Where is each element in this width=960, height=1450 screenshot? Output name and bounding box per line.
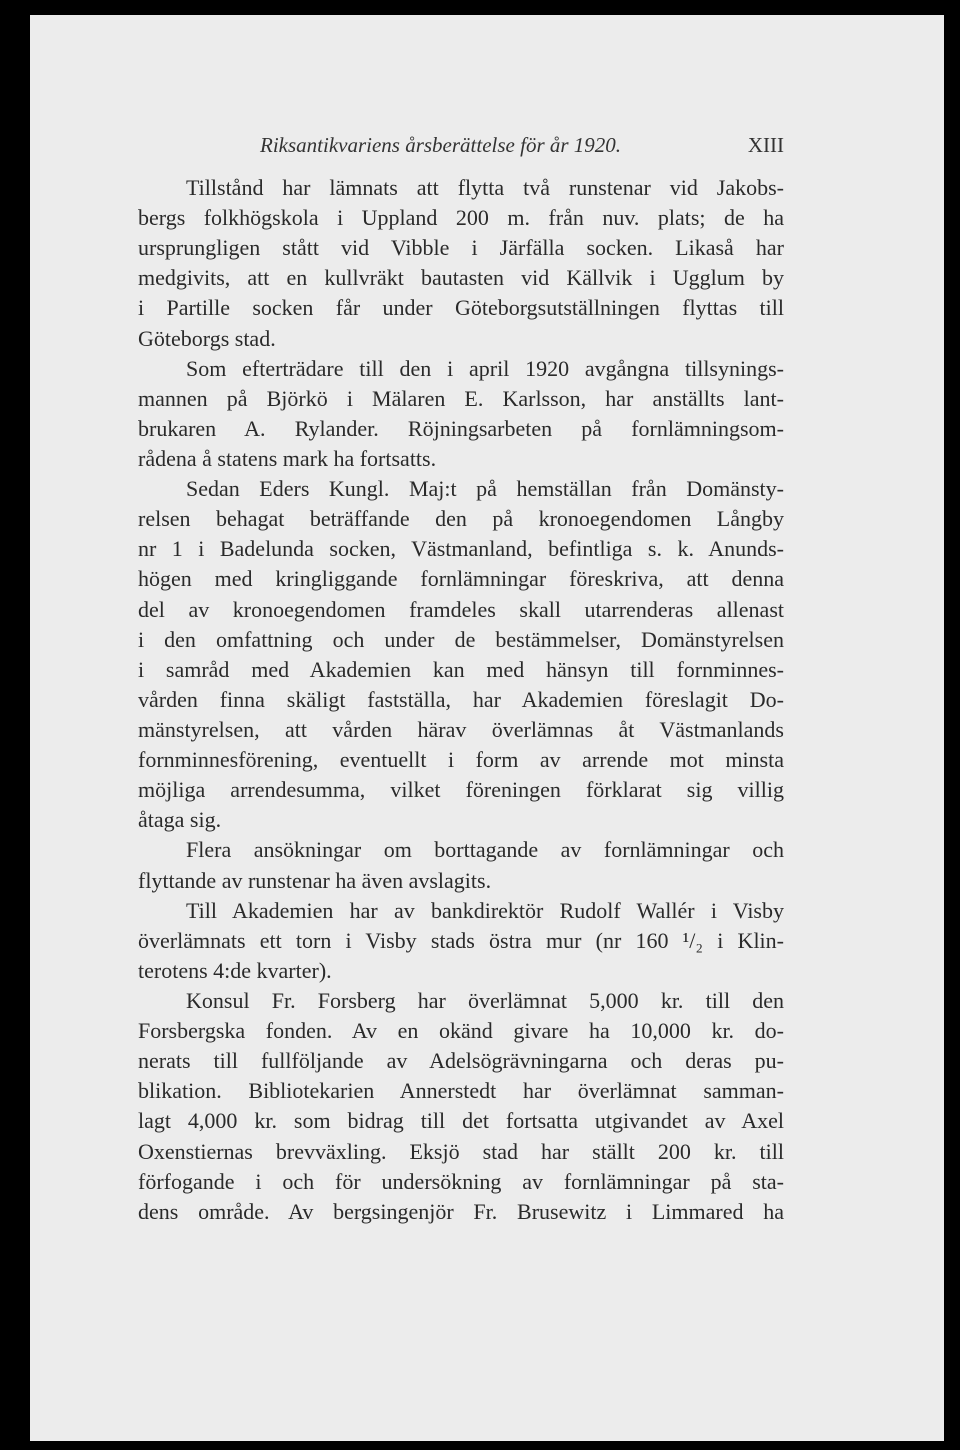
text-line: del av kronoegendomen framdeles skall utarrenderas allenast [138, 596, 784, 622]
text-line: överlämnats ett torn i Visby stads östra mur (nr 160 ¹/₂ i Klin- [138, 927, 784, 953]
body-text [138, 173, 784, 1227]
text-line: rådena å statens mark ha fortsatts. [138, 445, 437, 471]
text-line: nr 1 i Badelunda socken, Västmanland, befintliga s. k. Anunds- [138, 536, 784, 562]
text-line: mänstyrelsen, att vården härav överlämnas åt Västmanlands [138, 716, 784, 742]
text-line: Tillstånd har lämnats att flytta två runstenar vid Jakobs- [186, 175, 784, 200]
text-line: Som efterträdare till den i april 1920 avgångna tillsynings- [186, 355, 784, 381]
text-line: möjliga arrendesumma, vilket föreningen förklarat sig villig [138, 777, 784, 803]
text-line: i samråd med Akademien kan med hänsyn till fornminnes- [138, 656, 784, 682]
page-number: XIII [747, 133, 784, 157]
text-line: medgivits, att en kullvräkt bautasten vid Källvik i Ugglum by [138, 265, 784, 291]
text-line: dens område. Av bergsingenjör Fr. Brusewitz i Limmared ha [138, 1198, 784, 1224]
text-line: Sedan Eders Kungl. Maj:t på hemställan från Domänsty- [186, 476, 784, 502]
running-title: Riksantikvariens årsberättelse för år 1920. [260, 133, 622, 157]
text-line: lagt 4,000 kr. som bidrag till det fortsatta utgivandet av Axel [138, 1108, 784, 1134]
text-line: blikation. Bibliotekarien Annerstedt har överlämnat samman- [138, 1078, 784, 1104]
text-line: i den omfattning och under de bestämmelser, Domänstyrelsen [138, 626, 784, 652]
page-header [260, 133, 784, 163]
text-line: Göteborgs stad. [138, 325, 276, 351]
text-line: brukaren A. Rylander. Röjningsarbeten på fornlämningsom- [138, 415, 784, 441]
text-line: åtaga sig. [138, 807, 222, 833]
text-line: terotens 4:de kvarter). [138, 957, 332, 983]
text-line: Konsul Fr. Forsberg har överlämnat 5,000 kr. till den [186, 987, 784, 1013]
text-line: Flera ansökningar om borttagande av fornlämningar och [186, 837, 784, 863]
text-line: flyttande av runstenar ha även avslagits. [138, 867, 492, 893]
text-line: högen med kringliggande fornlämningar föreskriva, att denna [138, 566, 784, 592]
scanned-page [30, 15, 944, 1441]
text-line: i Partille socken får under Göteborgsutställningen flyttas till [138, 295, 784, 321]
text-line: Forsbergska fonden. Av en okänd givare ha 10,000 kr. do- [138, 1018, 784, 1044]
text-line: fornminnesförening, eventuellt i form av arrende mot minsta [138, 747, 784, 773]
text-line: nerats till fullföljande av Adelsögrävningarna och deras pu- [138, 1048, 784, 1074]
text-line: vården finna skäligt fastställa, har Akademien föreslagit Do- [138, 686, 784, 712]
text-line: Oxenstiernas brevväxling. Eksjö stad har ställt 200 kr. till [138, 1138, 784, 1164]
text-line: ursprungligen stått vid Vibble i Järfälla socken. Likaså har [138, 235, 784, 261]
text-line: relsen behagat beträffande den på kronoegendomen Långby [138, 506, 784, 532]
text-line: förfogande i och för undersökning av fornlämningar på sta- [138, 1168, 784, 1194]
text-line: bergs folkhögskola i Uppland 200 m. från nuv. plats; de ha [138, 205, 784, 231]
text-line: mannen på Björkö i Mälaren E. Karlsson, har anställts lant- [138, 385, 784, 411]
text-line: Till Akademien har av bankdirektör Rudolf Wallér i Visby [186, 897, 784, 923]
